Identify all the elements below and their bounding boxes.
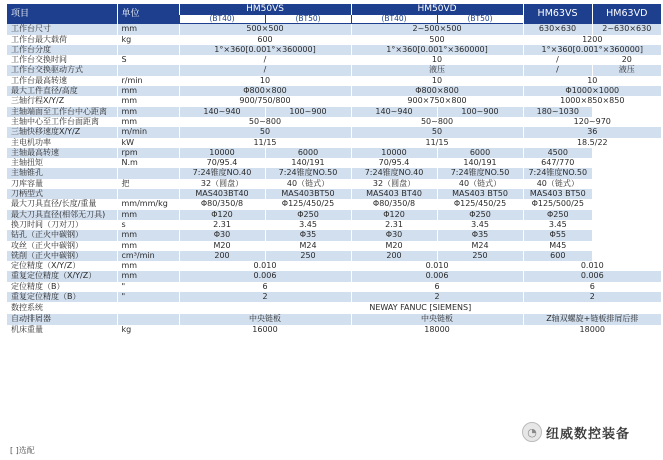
table-row: [7, 117, 661, 127]
row-unit: r/min: [117, 76, 179, 86]
value-cell: Φ125/500/25: [523, 199, 592, 209]
value-cell: Φ35: [265, 230, 351, 240]
value-cell: 140/191: [265, 158, 351, 168]
value-cell: 3.45: [523, 220, 592, 230]
value-cell: 40（链式）: [437, 179, 523, 189]
value-cell: 0.010: [351, 261, 523, 271]
row-unit: mm: [117, 107, 179, 117]
row-unit: [117, 189, 179, 199]
row-unit: mm: [117, 210, 179, 220]
table-row: [7, 179, 661, 189]
value-cell: 250: [437, 251, 523, 261]
row-label: 工作台交换时间: [7, 55, 117, 65]
row-unit: kW: [117, 138, 179, 148]
table-row: [7, 199, 661, 209]
value-cell: MAS403BT40: [179, 189, 265, 199]
header-hm63vs: HM63VS: [523, 4, 592, 24]
row-unit: cm³/min: [117, 251, 179, 261]
header-hm63vd: HM63VD: [592, 4, 661, 24]
value-cell: 100~900: [437, 107, 523, 117]
row-unit: mm/mm/kg: [117, 199, 179, 209]
value-cell: /: [179, 55, 351, 65]
value-cell: 600: [179, 35, 351, 45]
value-cell: NEWAY FANUC [SIEMENS]: [179, 302, 661, 314]
row-label: 攻丝（正火中碳钢）: [7, 241, 117, 251]
value-cell: 500: [351, 35, 523, 45]
value-cell: 6: [179, 282, 351, 292]
row-label: 最大工件直径/高度: [7, 86, 117, 96]
value-cell: 0.010: [179, 261, 351, 271]
table-row: [7, 210, 661, 220]
value-cell: 50~800: [351, 117, 523, 127]
row-unit: [117, 65, 179, 75]
row-unit: [117, 314, 179, 324]
row-unit: mm: [117, 117, 179, 127]
value-cell: Φ250: [437, 210, 523, 220]
value-cell: 2~630×630: [592, 24, 661, 35]
row-unit: mm: [117, 261, 179, 271]
value-cell: /: [523, 55, 592, 65]
value-cell: 1°×360[0.001°×360000]: [179, 45, 351, 55]
value-cell: 中央链板: [179, 314, 351, 324]
value-cell: 200: [179, 251, 265, 261]
value-cell: 7:24锥度NO.50: [265, 168, 351, 178]
value-cell: 500×500: [179, 24, 351, 35]
value-cell: 18000: [523, 325, 661, 335]
value-cell: 32（圆盘）: [351, 179, 437, 189]
value-cell: M24: [437, 241, 523, 251]
row-unit: ": [117, 292, 179, 302]
row-unit: 把: [117, 179, 179, 189]
table-row: [7, 220, 661, 230]
row-unit: S: [117, 55, 179, 65]
value-cell: 0.006: [179, 271, 351, 281]
table-row: [7, 168, 661, 178]
value-cell: 900×750×800: [351, 96, 523, 106]
row-unit: mm: [117, 230, 179, 240]
row-label: 主轴中心至工作台面距离: [7, 117, 117, 127]
table-row: [7, 302, 661, 314]
value-cell: 250: [265, 251, 351, 261]
header-unit: 单位: [117, 4, 179, 24]
value-cell: 0.006: [351, 271, 523, 281]
value-cell: 1°×360[0.001°×360000]: [351, 45, 523, 55]
row-label: 铣削（正火中碳钢）: [7, 251, 117, 261]
table-row: [7, 241, 661, 251]
row-label: 刀柄型式: [7, 189, 117, 199]
row-label: 最大刀具直径(相邻无刀具): [7, 210, 117, 220]
value-cell: 16000: [179, 325, 351, 335]
spec-table: [7, 4, 661, 335]
value-cell: 18000: [351, 325, 523, 335]
value-cell: 6: [351, 282, 523, 292]
row-label: 主轴最高转速: [7, 148, 117, 158]
row-label: 定位精度（B）: [7, 282, 117, 292]
value-cell: 7:24锥度NO.40: [351, 168, 437, 178]
value-cell: 3.45: [437, 220, 523, 230]
value-cell: Φ35: [437, 230, 523, 240]
table-row: [7, 282, 661, 292]
header-sub-bt50: (BT50): [265, 15, 351, 24]
value-cell: Φ55: [523, 230, 592, 240]
value-cell: 10: [351, 55, 523, 65]
value-cell: Φ30: [179, 230, 265, 240]
row-label: 工作台尺寸: [7, 24, 117, 35]
value-cell: 140~940: [351, 107, 437, 117]
table-row: [7, 325, 661, 335]
value-cell: 0.010: [523, 261, 661, 271]
value-cell: 180~1030: [523, 107, 592, 117]
value-cell: 630×630: [523, 24, 592, 35]
value-cell: 2: [523, 292, 661, 302]
value-cell: MAS403BT50: [265, 189, 351, 199]
value-cell: Φ80/350/8: [179, 199, 265, 209]
row-label: 工作台分度: [7, 45, 117, 55]
value-cell: 140~940: [179, 107, 265, 117]
header-sub-bt50: (BT50): [437, 15, 523, 24]
table-row: [7, 271, 661, 281]
table-row: [7, 138, 661, 148]
row-unit: s: [117, 220, 179, 230]
value-cell: M45: [523, 241, 592, 251]
value-cell: 10: [523, 76, 661, 86]
header-sub-bt40: (BT40): [179, 15, 265, 24]
row-label: 工作台交换驱动方式: [7, 65, 117, 75]
row-label: 三轴快移速度X/Y/Z: [7, 127, 117, 137]
row-label: 数控系统: [7, 302, 117, 314]
value-cell: 50: [179, 127, 351, 137]
value-cell: 6000: [265, 148, 351, 158]
row-unit: mm: [117, 271, 179, 281]
value-cell: 50~800: [179, 117, 351, 127]
value-cell: 10000: [179, 148, 265, 158]
row-label: 刀库容量: [7, 179, 117, 189]
table-row: [7, 96, 661, 106]
table-row: [7, 189, 661, 199]
row-unit: mm: [117, 96, 179, 106]
value-cell: 18.5/22: [523, 138, 661, 148]
value-cell: 70/95.4: [179, 158, 265, 168]
table-row: [7, 65, 661, 75]
row-unit: kg: [117, 35, 179, 45]
value-cell: 4500: [523, 148, 592, 158]
watermark: [522, 421, 660, 443]
row-unit: m/min: [117, 127, 179, 137]
value-cell: 600: [523, 251, 592, 261]
row-unit: [117, 302, 179, 314]
value-cell: 2~500×500: [351, 24, 523, 35]
value-cell: 7:24锥度NO.50: [437, 168, 523, 178]
value-cell: 1200: [523, 35, 661, 45]
row-label: 工作台最高转速: [7, 76, 117, 86]
table-row: [7, 292, 661, 302]
value-cell: 100~900: [265, 107, 351, 117]
value-cell: M24: [265, 241, 351, 251]
table-row: [7, 127, 661, 137]
value-cell: 140/191: [437, 158, 523, 168]
row-unit: kg: [117, 325, 179, 335]
value-cell: 3.45: [265, 220, 351, 230]
value-cell: MAS403 BT50: [523, 189, 592, 199]
row-label: 钻孔（正火中碳钢）: [7, 230, 117, 240]
row-label: 工作台最大载荷: [7, 35, 117, 45]
header-hm50vs: HM50VS: [179, 4, 351, 15]
value-cell: 2: [351, 292, 523, 302]
value-cell: Φ120: [179, 210, 265, 220]
value-cell: 2.31: [179, 220, 265, 230]
value-cell: 120~970: [523, 117, 661, 127]
value-cell: 900/750/800: [179, 96, 351, 106]
row-unit: ": [117, 282, 179, 292]
table-row: [7, 107, 661, 117]
value-cell: /: [523, 65, 592, 75]
value-cell: 7:24锥度NO.40: [179, 168, 265, 178]
value-cell: 32（圆盘）: [179, 179, 265, 189]
value-cell: 6: [523, 282, 661, 292]
value-cell: Φ80/350/8: [351, 199, 437, 209]
value-cell: 1°×360[0.001°×360000]: [523, 45, 661, 55]
table-row: [7, 148, 661, 158]
value-cell: Φ120: [351, 210, 437, 220]
row-unit: [117, 45, 179, 55]
table-row: [7, 24, 661, 35]
header-sub-bt40: (BT40): [351, 15, 437, 24]
value-cell: 2.31: [351, 220, 437, 230]
value-cell: 647/770: [523, 158, 592, 168]
row-label: 最大刀具直径/长度/重量: [7, 199, 117, 209]
value-cell: Φ800×800: [179, 86, 351, 96]
value-cell: Φ125/450/25: [265, 199, 351, 209]
value-cell: 7:24锥度NO.50: [523, 168, 592, 178]
value-cell: 6000: [437, 148, 523, 158]
table-row: [7, 158, 661, 168]
table-row: [7, 314, 661, 324]
table-row: [7, 261, 661, 271]
value-cell: 11/15: [179, 138, 351, 148]
row-label: 主轴扭矩: [7, 158, 117, 168]
row-unit: mm: [117, 24, 179, 35]
row-label: 定位精度（X/Y/Z）: [7, 261, 117, 271]
value-cell: 50: [351, 127, 523, 137]
value-cell: Z轴双螺旋+链板排屑后排: [523, 314, 661, 324]
row-label: 重复定位精度（X/Y/Z）: [7, 271, 117, 281]
table-row: [7, 251, 661, 261]
table-row: [7, 86, 661, 96]
value-cell: 200: [351, 251, 437, 261]
row-label: 三轴行程X/Y/Z: [7, 96, 117, 106]
row-unit: rpm: [117, 148, 179, 158]
value-cell: MAS403 BT40: [351, 189, 437, 199]
value-cell: Φ800×800: [351, 86, 523, 96]
value-cell: 中央链板: [351, 314, 523, 324]
value-cell: 10: [179, 76, 351, 86]
value-cell: M20: [179, 241, 265, 251]
row-label: 主轴锥孔: [7, 168, 117, 178]
header-hm50vd: HM50VD: [351, 4, 523, 15]
value-cell: Φ250: [265, 210, 351, 220]
table-row: [7, 55, 661, 65]
wechat-icon: ◔: [522, 422, 542, 442]
value-cell: 20: [592, 55, 661, 65]
value-cell: 40（链式）: [265, 179, 351, 189]
value-cell: MAS403 BT50: [437, 189, 523, 199]
value-cell: 36: [523, 127, 661, 137]
table-row: [7, 35, 661, 45]
row-unit: N.m: [117, 158, 179, 168]
value-cell: 10: [351, 76, 523, 86]
value-cell: 70/95.4: [351, 158, 437, 168]
value-cell: 1000×850×850: [523, 96, 661, 106]
value-cell: Φ125/450/25: [437, 199, 523, 209]
value-cell: 2: [179, 292, 351, 302]
value-cell: 40（链式）: [523, 179, 592, 189]
value-cell: /: [179, 65, 351, 75]
row-unit: mm: [117, 241, 179, 251]
table-row: [7, 76, 661, 86]
row-unit: [117, 168, 179, 178]
row-label: 自动排屑器: [7, 314, 117, 324]
table-row: [7, 45, 661, 55]
row-label: 机床重量: [7, 325, 117, 335]
row-label: 主轴端面至工作台中心距离: [7, 107, 117, 117]
header-item: 项目: [7, 4, 117, 24]
value-cell: 11/15: [351, 138, 523, 148]
footnote: [ ]选配: [10, 446, 35, 455]
value-cell: Φ250: [523, 210, 592, 220]
table-row: [7, 230, 661, 240]
value-cell: Φ1000×1000: [523, 86, 661, 96]
header-row: [7, 4, 661, 15]
row-unit: mm: [117, 86, 179, 96]
value-cell: 液压: [351, 65, 523, 75]
value-cell: Φ30: [351, 230, 437, 240]
value-cell: 10000: [351, 148, 437, 158]
value-cell: 液压: [592, 65, 661, 75]
value-cell: M20: [351, 241, 437, 251]
value-cell: 0.006: [523, 271, 661, 281]
watermark-text: 纽威数控装备: [546, 426, 631, 442]
row-label: 重复定位精度（B）: [7, 292, 117, 302]
row-label: 换刀时间（刀对刀）: [7, 220, 117, 230]
row-label: 主电机功率: [7, 138, 117, 148]
